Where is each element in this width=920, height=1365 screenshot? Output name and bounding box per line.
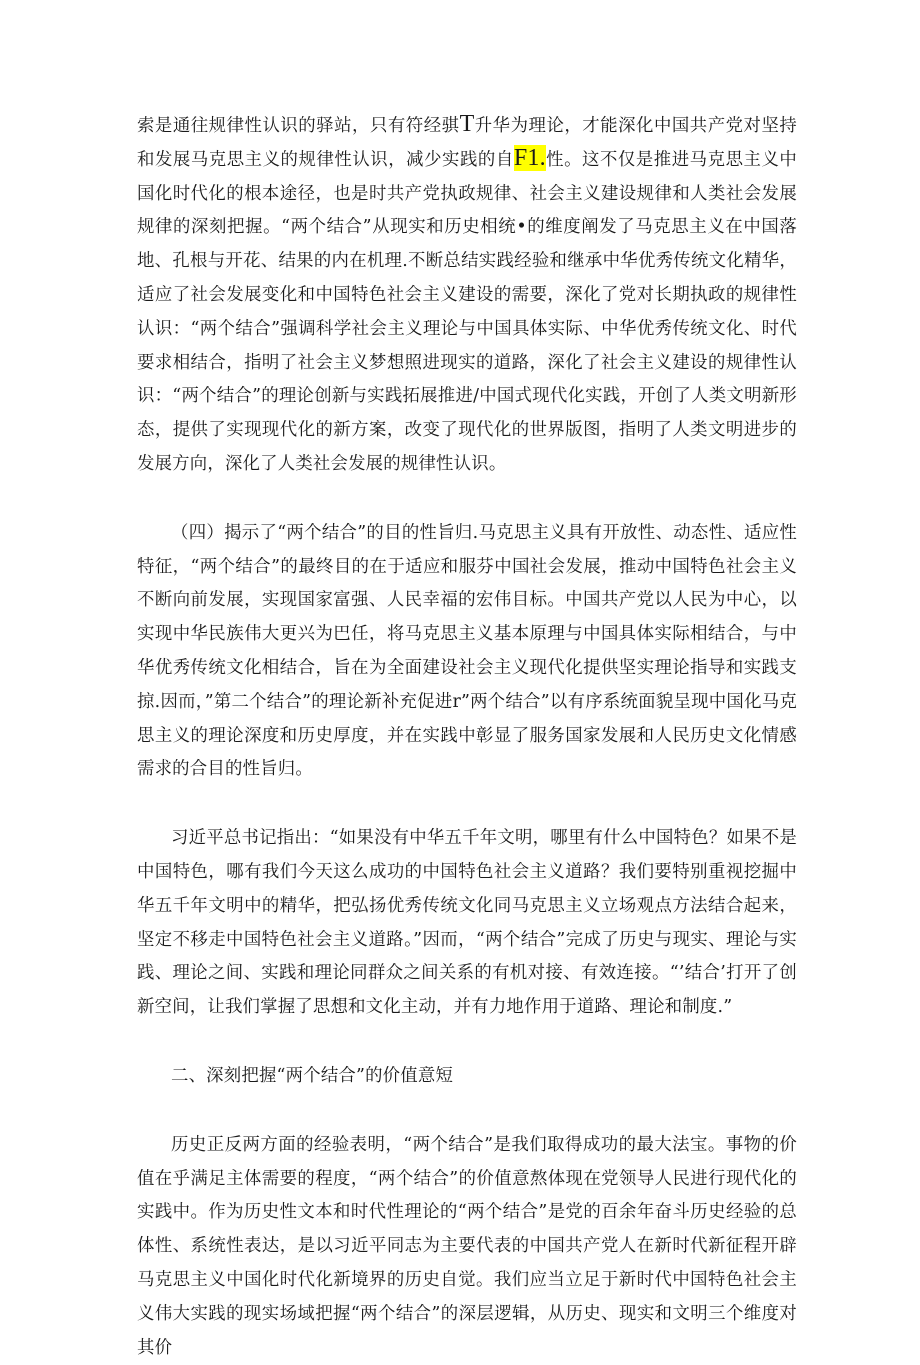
paragraph1-text-b: 升华为理论，才能深化中国共产党对坚持和发展马克思主义的规律性认识，减少实践的自 [137, 116, 797, 170]
document-body [137, 110, 797, 1365]
paragraph-purpose: （四）揭示了“两个结合”的目的性旨归.马克思主义具有开放性、动态性、适应性特征，“两个结合”的最终目的在于适应和服芬中国社会发展，推动中国特色社会主义不断向前发展，实现国家富强、人民幸福的宏伟目标。中国共产党以人民为中心，以实现中华民族伟大更兴为巴任，将马克思主义基本原理与中国具体实际相结合，与中华优秀传统文化相结合，旨在为全面建设社会主义现代化提供坚实理论指导和实践支掠.因而，”第二个结合”的理论新补充促进r”两个结合”以有序系统面貌呈现中国化马克思主义的理论深度和历史厚度，并在实践中彰显了服务国家发展和人民历史文化情感需求的合目的性旨归。 [137, 522, 797, 780]
paragraph1-text-a: 索是通往规律性认识的驿站，只有符经骐 [137, 116, 460, 136]
ocr-artifact-large-t: T [459, 111, 475, 137]
section-heading: 二、深刻把握“两个结合”的价值意短 [171, 1065, 454, 1086]
paragraph1-text-c: 性。这不仅是推进马克思主义中国化时代化的根本途径，也是时共产党执政规律、社会主义建设规律和人类社会发展规律的深刻把握。“两个结合”从现实和历史相统•的维度阐发了马克思主义在中国落地、孔根与开花、结果的内在机理.不断总结实践经验和继承中华优秀传统文化精华，适应了社会发展变化和中国特色社会主义建设的需要，深化了党对长期执政的规律性认识：“两个结合”强调科学社会主义理论与中国具体实际、中华优秀传统文化、时代要求相结合，指明了社会主义梦想照进现实的道路，深化了社会主义建设的规律性认识：“两个结合”的理论创新与实践拓展推进/中国式现代化实践，开创了人类文明新形态，提供了实现现代化的新方案，改变了现代化的世界版图，指明了人类文明进步的发展方向，深化了人类社会发展的规律性认识。 [137, 149, 797, 474]
paragraph-continuation [137, 110, 797, 482]
paragraph-value: 历史正反两方面的经验表明，“两个结合”是我们取得成功的最大法宝。事物的价值在乎满足主体需要的程度，“两个结合”的价值意熬体现在党领导人民进行现代化的实践中。作为历史性文本和时代性理论的“两个结合”是党的百余年奋斗历史经验的总体性、系统性表达，是以习近平同志为主要代表的中国共产党人在新时代新征程开辟马克思主义中国化时代化新境界的历史自觉。我们应当立足于新时代中国特色社会主义伟大实践的现实场域把握“两个结合”的深层逻辑，从历史、现实和文明三个维度对其价 [137, 1134, 797, 1358]
paragraph-quote: 习近平总书记指出：“如果没有中华五千年文明，哪里有什么中国特色？如果不是中国特色，哪有我们今天这么成功的中国特色社会主义道路？我们要特别重视挖掘中华五千年文明中的精华，把弘扬优秀传统文化同马克思主义立场观点方法结合起来，坚定不移走中国特色社会主义道路。”因而，“两个结合”完成了历史与现实、理论与实践、理论之间、实践和理论同群众之间关系的有机对接、有效连接。“’结合’打开了创新空间，让我们掌握了思想和文化主动，并有力地作用于道路、理论和制度.” [137, 828, 797, 1018]
highlighted-ocr-artifact: F1. [513, 144, 546, 171]
